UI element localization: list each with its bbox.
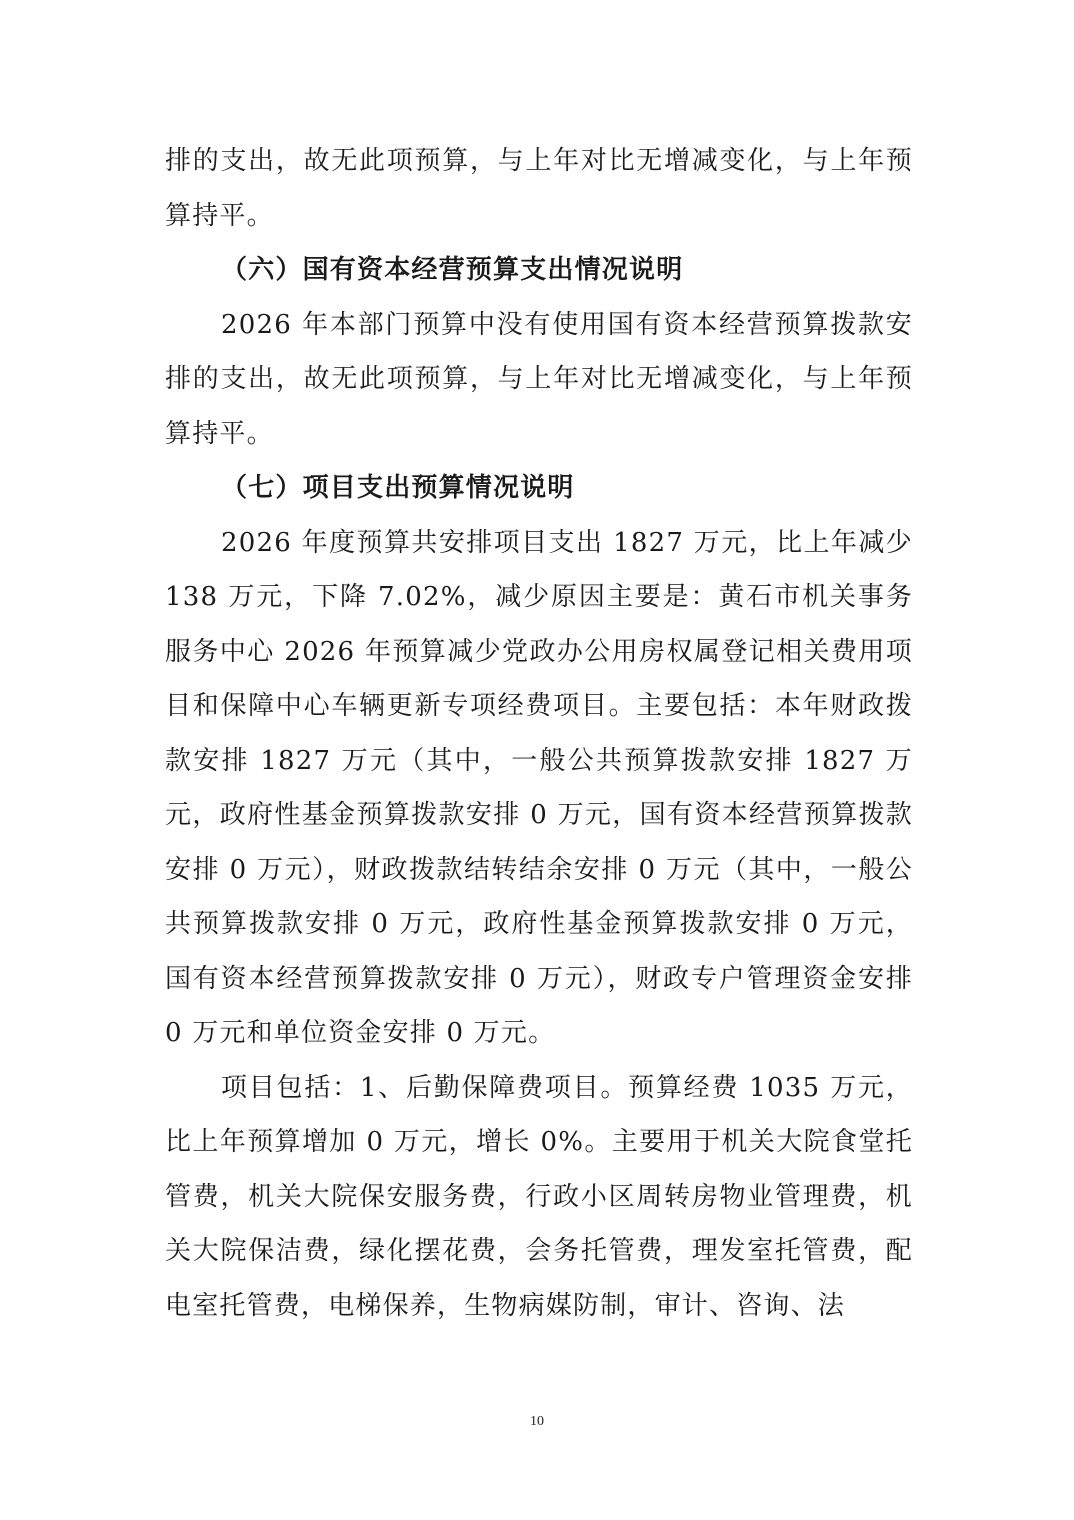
section-heading-6: （六）国有资本经营预算支出情况说明 xyxy=(221,255,684,285)
paragraph-state-capital-budget: 2026 年本部门预算中没有使用国有资本经营预算拨款安排的支出，故无此项预算，与上年对比无增减变化，与上年预算持平。 xyxy=(165,309,913,449)
paragraph-project-list: 项目包括：1、后勤保障费项目。预算经费 1035 万元，比上年预算增加 0 万元，增长 0%。主要用于机关大院食堂托管费，机关大院保安服务费，行政小区周转房物业管理费，机关大院保洁费，绿化摆花费，会务托管费，理发室托管费，配电室托管费，电梯保养，生物病媒防制，审计、咨询、法 xyxy=(165,1072,913,1321)
page-number: 10 xyxy=(530,1414,544,1429)
section-heading-7: （七）项目支出预算情况说明 xyxy=(221,473,575,503)
paragraph-continuation: 排的支出，故无此项预算，与上年对比无增减变化，与上年预算持平。 xyxy=(165,146,913,231)
paragraph-project-expenditure: 2026 年度预算共安排项目支出 1827 万元，比上年减少 138 万元，下降 7.02%，减少原因主要是：黄石市机关事务服务中心 2026 年预算减少党政办公用房权属登记相关费用项目和保障中心车辆更新专项经费项目。主要包括：本年财政拨款安排 1827 万元（其中，一般公共预算拨款安排 1827 万元，政府性基金预算拨款安排 0 万元，国有资本经营预算拨款安排 0 万元），财政拨款结转结余安排 0 万元（其中，一般公共预算拨款安排 0 万元，政府性基金预算拨款安排 0 万元，国有资本经营预算拨款安排 0 万元），财政专户管理资金安排 0 万元和单位资金安排 0 万元。 xyxy=(165,527,913,1048)
page-body xyxy=(165,134,913,1333)
